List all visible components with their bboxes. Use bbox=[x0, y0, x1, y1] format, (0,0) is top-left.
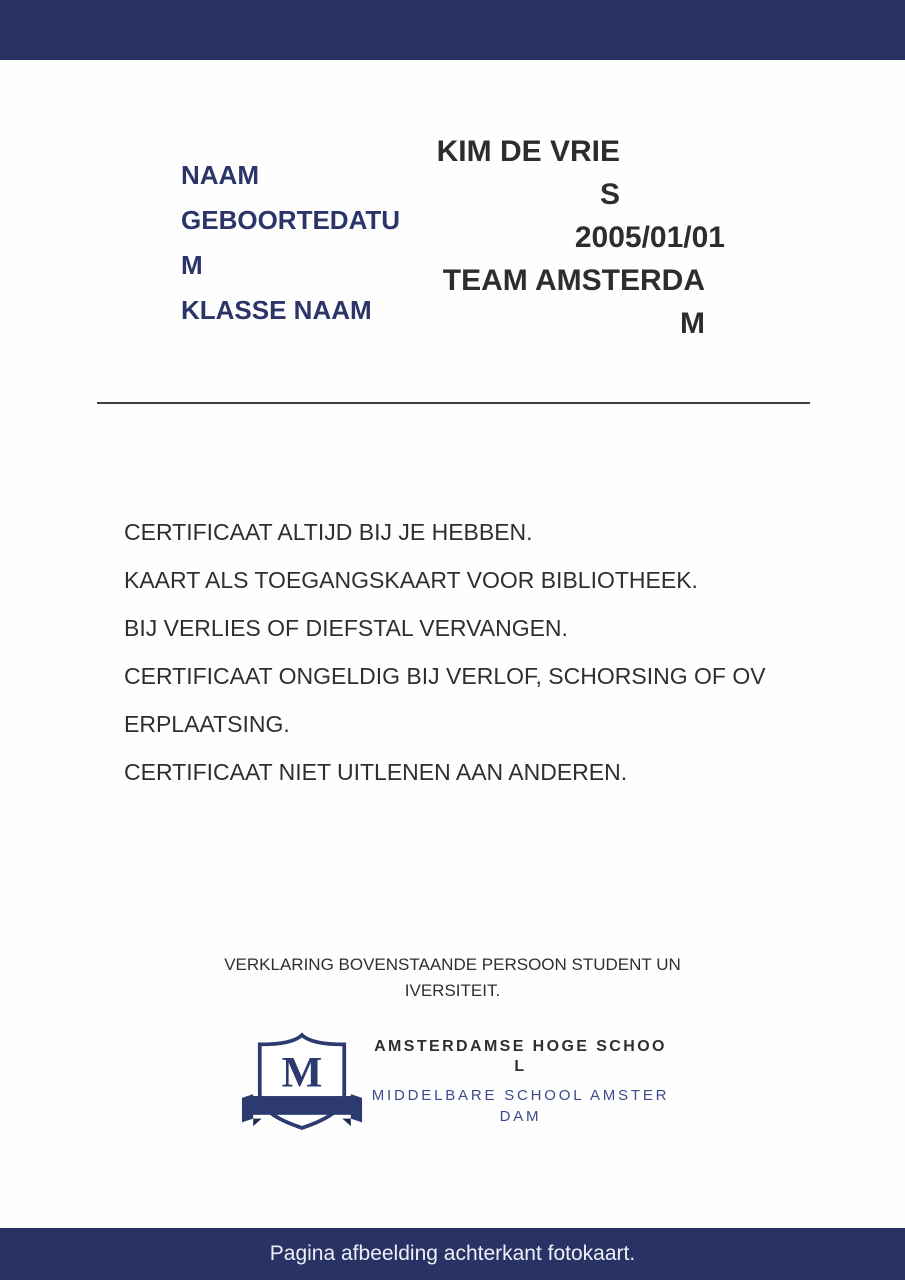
rule-item: CERTIFICAAT ALTIJD BIJ JE HEBBEN. bbox=[124, 519, 533, 545]
rules-list bbox=[124, 508, 776, 796]
class-name-value: TEAM AMSTERDAM bbox=[442, 264, 705, 340]
shield-letter: M bbox=[281, 1049, 323, 1097]
birthdate-value: 2005/01/01 bbox=[574, 221, 725, 254]
rule-item: KAART ALS TOEGANGSKAART VOOR BIBLIOTHEEK. bbox=[124, 567, 698, 593]
rule-item: CERTIFICAAT NIET UITLENEN AAN ANDEREN. bbox=[124, 759, 628, 785]
student-fields bbox=[181, 130, 725, 345]
rule-item: CERTIFICAAT ONGELDIG BIJ VERLOF, SCHORSING OF OVERPLAATSING. bbox=[124, 663, 766, 737]
top-navy-bar bbox=[0, 0, 905, 60]
school-name: AMSTERDAMSE HOGE SCHOOL bbox=[374, 1037, 667, 1075]
field-label-geboortedatum: GEBOORTEDATUM bbox=[181, 205, 401, 280]
school-logo-block bbox=[241, 1032, 672, 1131]
rule-item: BIJ VERLIES OF DIEFSTAL VERVANGEN. bbox=[124, 615, 568, 641]
student-name-value: KIM DE VRIES bbox=[436, 135, 620, 211]
school-text-block bbox=[369, 1037, 672, 1127]
school-subtitle: MIDDELBARE SCHOOL AMSTERDAM bbox=[371, 1086, 670, 1125]
school-shield-icon bbox=[241, 1032, 363, 1131]
declaration-text: VERKLARING BOVENSTAANDE PERSOON STUDENT UNIVERSITEIT. bbox=[224, 955, 681, 1000]
bottom-navy-bar bbox=[0, 1228, 905, 1280]
field-label-klasse-naam: KLASSE NAAM bbox=[181, 295, 372, 325]
field-values-column bbox=[425, 130, 725, 345]
horizontal-divider bbox=[97, 402, 810, 404]
footer-note: Pagina afbeelding achterkant fotokaart. bbox=[269, 1242, 636, 1265]
field-label-naam: NAAM bbox=[181, 160, 259, 190]
field-labels-column bbox=[181, 130, 409, 345]
